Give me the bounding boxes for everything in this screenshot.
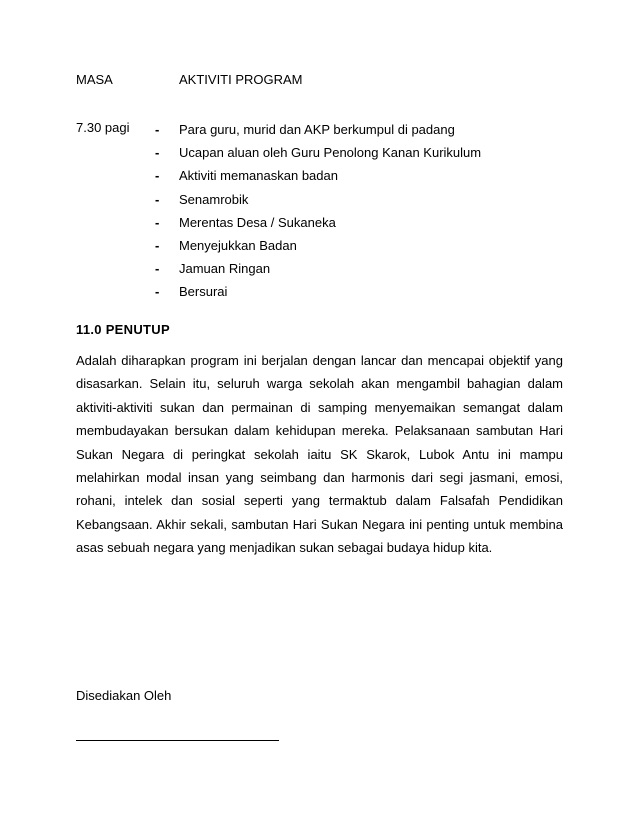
signature-line — [76, 740, 279, 741]
section-heading: 11.0 PENUTUP — [76, 322, 170, 337]
activity-item — [155, 164, 481, 187]
activity-item — [155, 188, 481, 211]
dash-bullet-icon: - — [155, 261, 160, 277]
dash-bullet-icon: - — [155, 214, 160, 230]
dash-bullet-icon: - — [155, 284, 160, 300]
activity-text: Menyejukkan Badan — [179, 237, 297, 253]
dash-bullet-icon: - — [155, 145, 160, 161]
activity-text: Aktiviti memanaskan badan — [179, 168, 338, 184]
activity-text: Merentas Desa / Sukaneka — [179, 214, 336, 230]
prepared-by-label: Disediakan Oleh — [76, 688, 172, 703]
activity-text: Senamrobik — [179, 191, 249, 207]
schedule-time: 7.30 pagi — [76, 120, 130, 135]
activity-item — [155, 234, 481, 257]
activity-item — [155, 257, 481, 280]
activity-text: Bersurai — [179, 284, 228, 300]
activity-text: Jamuan Ringan — [179, 261, 271, 277]
schedule-header-activity: AKTIVITI PROGRAM — [179, 72, 303, 87]
activity-text: Para guru, murid dan AKP berkumpul di padang — [179, 122, 455, 137]
activity-item — [155, 211, 481, 234]
activity-text: Ucapan aluan oleh Guru Penolong Kanan Kurikulum — [179, 145, 482, 161]
dash-bullet-icon: - — [155, 237, 160, 253]
activity-item — [155, 118, 481, 141]
dash-bullet-icon: - — [155, 122, 160, 137]
activity-item — [155, 141, 481, 164]
closing-paragraph: Adalah diharapkan program ini berjalan dengan lancar dan mencapai objektif yang disasarkan. Selain itu, seluruh warga sekolah akan mengambil bahagian dalam aktiviti-aktiviti sukan dan permainan di samping menyemaikan semangat dalam membudayakan bersukan dalam kehidupan mereka. Pelaksanaan sambutan Hari Sukan Negara di peringkat sekolah iaitu SK Skarok, Lubok Antu ini mampu melahirkan modal insan yang seimbang dan harmonis dari segi jasmani, emosi, rohani, intelek dan sosial seperti yang termaktub dalam Falsafah Pendidikan Kebangsaan. Akhir sekali, sambutan Hari Sukan Negara ini penting untuk membina asas sebuah negara yang menjadikan sukan sebagai budaya hidup kita. — [76, 353, 563, 556]
activity-list — [155, 118, 481, 304]
schedule-header-time: MASA — [76, 72, 113, 87]
dash-bullet-icon: - — [155, 191, 160, 207]
activity-item — [155, 280, 481, 303]
dash-bullet-icon: - — [155, 168, 160, 184]
